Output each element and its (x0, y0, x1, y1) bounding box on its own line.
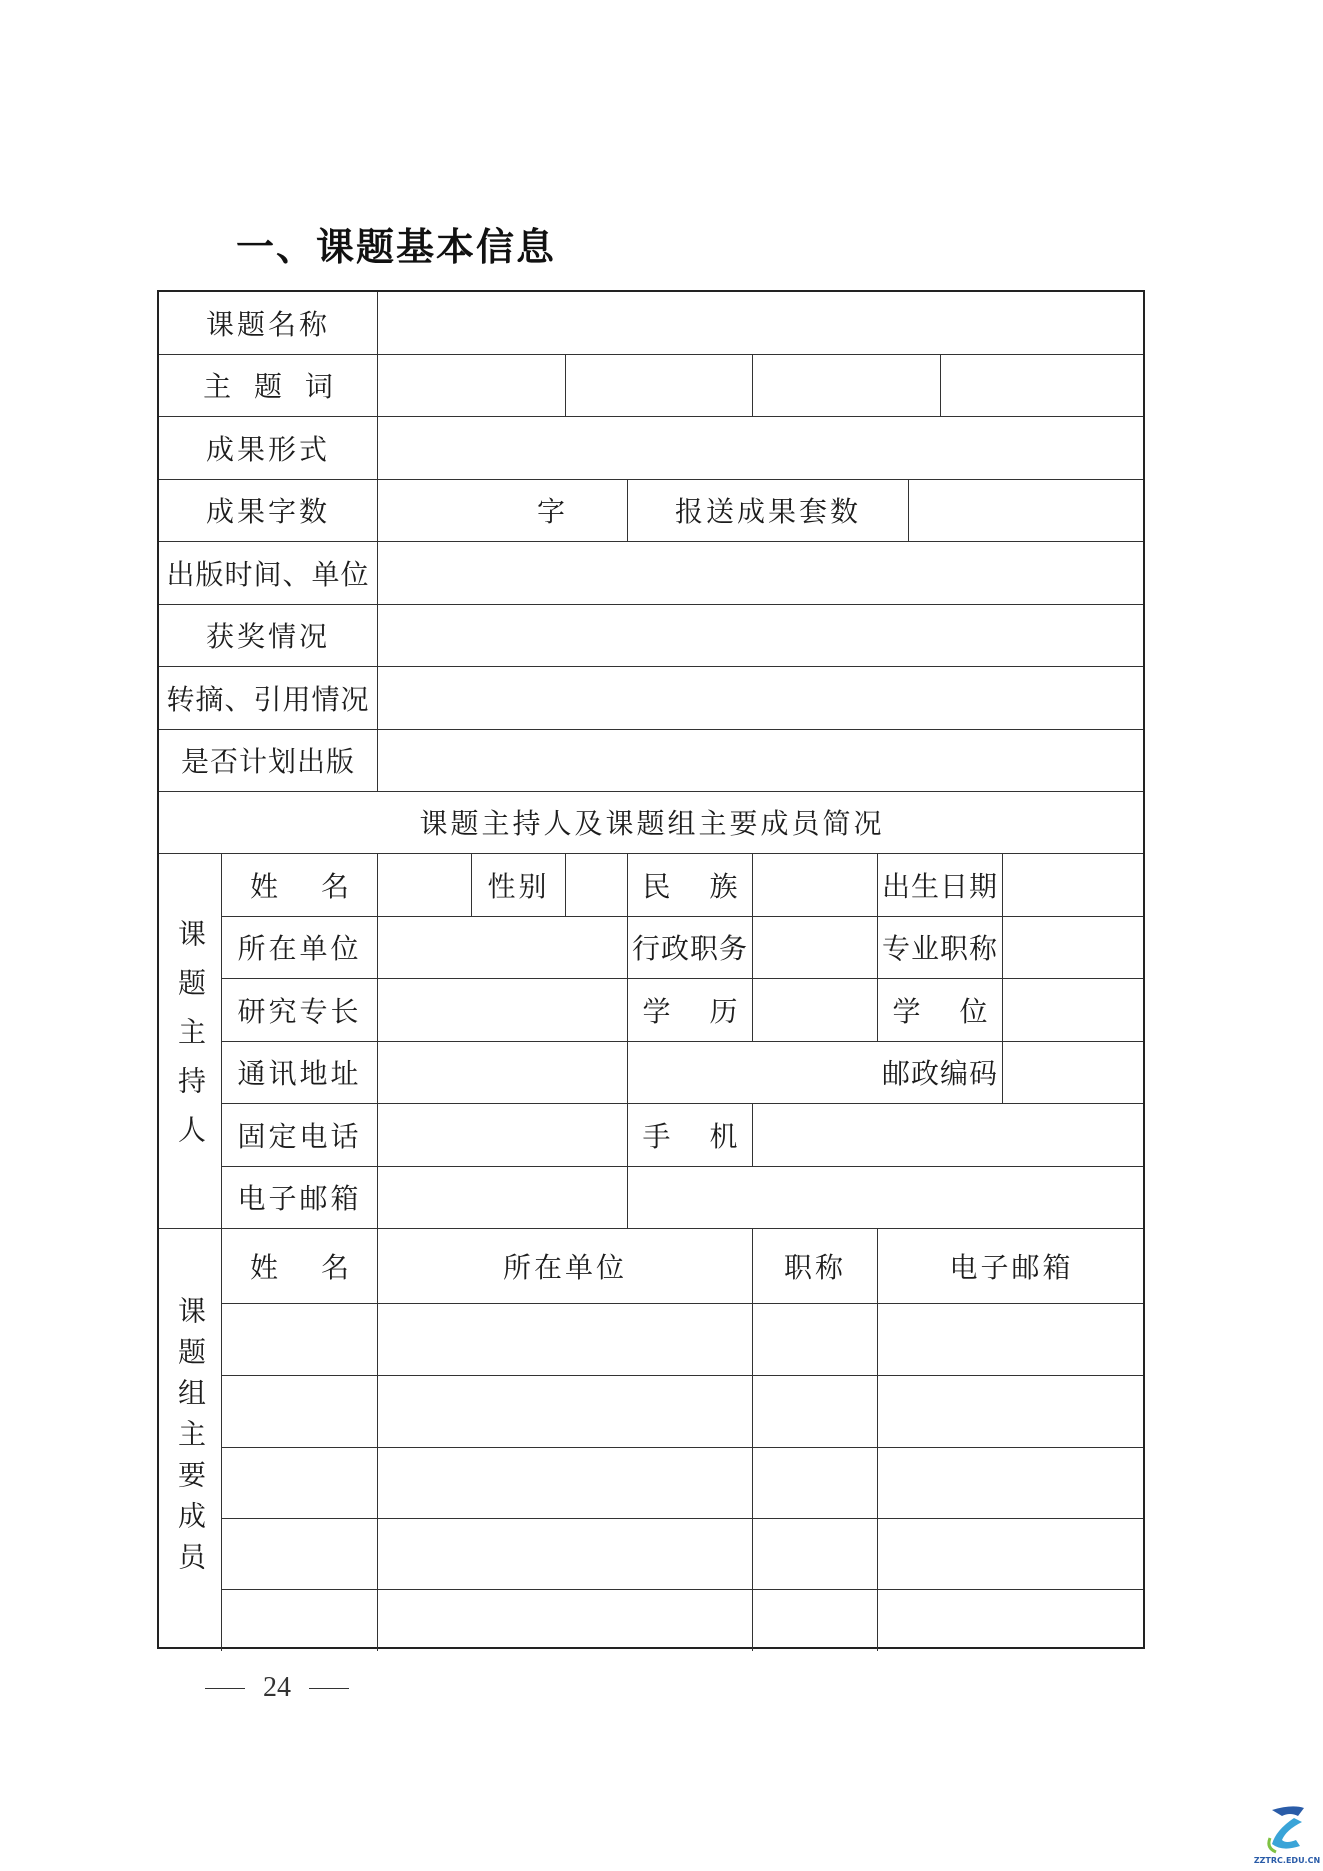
members-col-title: 职称 (783, 1250, 846, 1284)
host-name-label: 姓 名 (250, 869, 349, 903)
host-mobile-field[interactable] (753, 1103, 1145, 1166)
host-birth-label: 出生日期 (881, 869, 998, 903)
member-4-unit-field[interactable] (378, 1518, 752, 1589)
host-address-field[interactable] (378, 1041, 877, 1103)
keywords-label: 主 题 词 (203, 370, 333, 403)
member-2-name-field[interactable] (222, 1375, 377, 1447)
member-2-email-field[interactable] (878, 1375, 1145, 1447)
host-unit-label: 所在单位 (237, 932, 362, 965)
word-unit: 字 (536, 495, 565, 528)
page-number (205, 1672, 349, 1704)
member-5-name-field[interactable] (222, 1589, 377, 1649)
project-name-label: 课题名称 (205, 308, 330, 341)
host-education-label: 学 历 (642, 994, 738, 1028)
member-4-email-field[interactable] (878, 1518, 1145, 1589)
member-4-title-field[interactable] (753, 1518, 877, 1589)
host-gender-label: 性别 (487, 869, 550, 903)
page-number-dash-left (205, 1688, 245, 1689)
member-3-email-field[interactable] (878, 1447, 1145, 1518)
member-2-title-field[interactable] (753, 1375, 877, 1447)
keyword-field-3[interactable] (753, 354, 940, 416)
keyword-field-2[interactable] (566, 354, 752, 416)
award-label: 获奖情况 (205, 620, 330, 653)
watermark-text: ZZTRC.EDU.CN (1253, 1856, 1321, 1865)
members-section-title: 课题主持人及课题组主要成员简况 (419, 807, 885, 840)
section-heading: 一、课题基本信息 (236, 225, 557, 269)
host-admin-post-label: 行政职务 (631, 932, 748, 965)
member-1-email-field[interactable] (878, 1303, 1145, 1375)
host-address-label: 通讯地址 (237, 1057, 362, 1090)
host-side-label: 课题主持人 (174, 918, 207, 1164)
member-3-unit-field[interactable] (378, 1447, 752, 1518)
host-admin-post-field[interactable] (753, 916, 877, 978)
member-1-unit-field[interactable] (378, 1303, 752, 1375)
member-1-title-field[interactable] (753, 1303, 877, 1375)
host-degree-label: 学 位 (892, 994, 988, 1028)
host-education-field[interactable] (753, 978, 877, 1041)
host-pro-title-label: 专业职称 (881, 932, 998, 965)
publish-label: 出版时间、单位 (166, 557, 370, 591)
host-name-field[interactable] (378, 853, 471, 916)
host-gender-field[interactable] (566, 853, 627, 916)
host-ethnicity-label: 民 族 (642, 869, 738, 903)
word-count-label: 成果字数 (205, 495, 330, 528)
host-specialty-field[interactable] (378, 978, 627, 1041)
publish-plan-field[interactable] (378, 729, 1145, 791)
member-5-unit-field[interactable] (378, 1589, 752, 1649)
member-4-name-field[interactable] (222, 1518, 377, 1589)
award-field[interactable] (378, 604, 1145, 666)
members-col-unit: 所在单位 (502, 1250, 627, 1284)
basic-info-form (157, 290, 1145, 1649)
copies-label: 报送成果套数 (674, 495, 861, 528)
host-specialty-label: 研究专长 (237, 994, 362, 1028)
member-3-name-field[interactable] (222, 1447, 377, 1518)
page-number-dash-right (309, 1688, 349, 1689)
host-mobile-label: 手 机 (642, 1119, 738, 1153)
members-col-name: 姓 名 (250, 1250, 349, 1284)
publish-field[interactable] (378, 541, 1145, 604)
member-5-title-field[interactable] (753, 1589, 877, 1649)
keyword-field-4[interactable] (941, 354, 1145, 416)
publish-plan-label: 是否计划出版 (180, 745, 355, 778)
citation-field[interactable] (378, 666, 1145, 729)
member-5-email-field[interactable] (878, 1589, 1145, 1649)
host-postcode-label: 邮政编码 (881, 1057, 998, 1090)
host-birth-field[interactable] (1003, 853, 1145, 916)
host-degree-field[interactable] (1003, 978, 1145, 1041)
members-col-email: 电子邮箱 (949, 1250, 1074, 1284)
copies-field[interactable] (909, 479, 1145, 541)
member-2-unit-field[interactable] (378, 1375, 752, 1447)
site-logo-icon (1262, 1800, 1312, 1862)
host-email-label: 电子邮箱 (237, 1182, 362, 1215)
word-count-field[interactable] (378, 479, 627, 541)
citation-label: 转摘、引用情况 (166, 682, 370, 716)
host-pro-title-field[interactable] (1003, 916, 1145, 978)
members-side-label: 课题组主要成员 (174, 1295, 207, 1583)
member-3-title-field[interactable] (753, 1447, 877, 1518)
keyword-field-1[interactable] (378, 354, 565, 416)
host-phone-field[interactable] (378, 1103, 627, 1166)
host-unit-field[interactable] (378, 916, 627, 978)
result-form-field[interactable] (378, 416, 1145, 479)
member-1-name-field[interactable] (222, 1303, 377, 1375)
host-phone-label: 固定电话 (237, 1119, 362, 1153)
page-number-value: 24 (263, 1672, 291, 1703)
host-email-field[interactable] (378, 1166, 1145, 1228)
host-ethnicity-field[interactable] (753, 853, 877, 916)
host-postcode-field[interactable] (1003, 1041, 1145, 1103)
project-name-field[interactable] (378, 292, 1145, 354)
result-form-label: 成果形式 (205, 432, 330, 466)
